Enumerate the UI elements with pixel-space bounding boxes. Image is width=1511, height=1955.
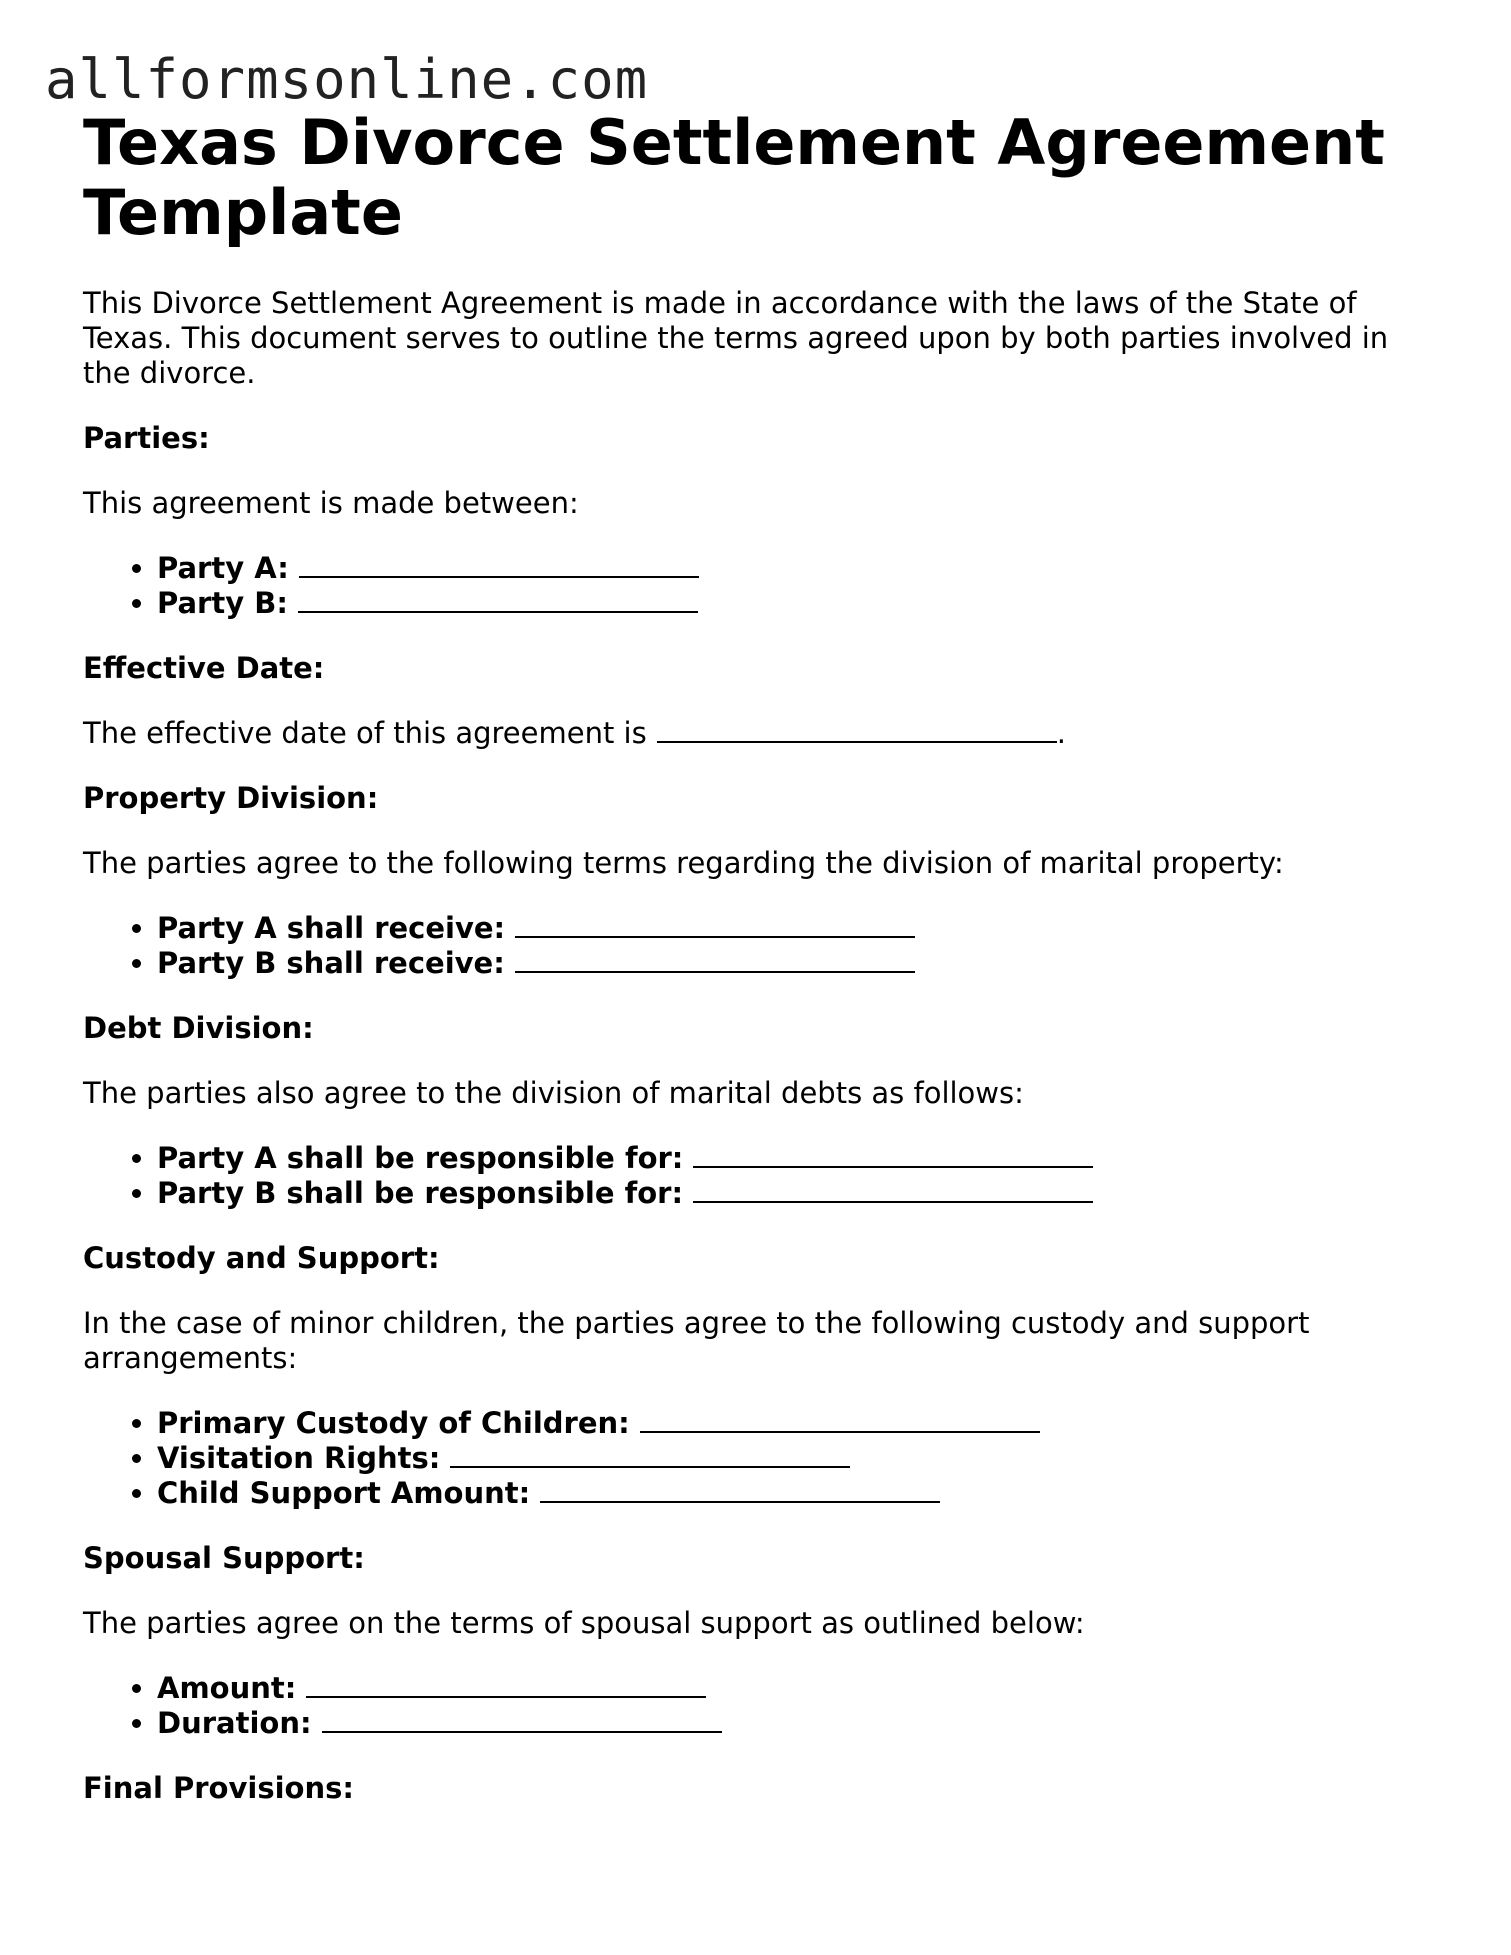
- spousal-text: The parties agree on the terms of spousal support as outlined below:: [83, 1606, 1085, 1640]
- final-provisions-heading: Final Provisions:: [83, 1771, 354, 1805]
- effective-date-text: [83, 716, 1423, 751]
- effective-date-label: The effective date of this agreement is: [83, 716, 647, 750]
- parties-heading: Parties:: [83, 421, 210, 455]
- custody-heading: Custody and Support:: [83, 1241, 440, 1275]
- document-body: [83, 108, 1423, 1806]
- spousal-duration-blank[interactable]: [322, 1706, 722, 1733]
- debt-text: The parties also agree to the division of marital debts as follows:: [83, 1076, 1024, 1110]
- list-item: [157, 946, 1423, 981]
- debt-heading: Debt Division:: [83, 1011, 314, 1045]
- visitation-label: Visitation Rights:: [157, 1441, 441, 1475]
- list-item: [157, 1141, 1423, 1176]
- list-item: [157, 911, 1423, 946]
- debt-b-label: Party B shall be responsible for:: [157, 1176, 684, 1210]
- child-support-blank[interactable]: [540, 1476, 940, 1503]
- party-a-label: Party A:: [157, 551, 289, 585]
- property-list: [83, 911, 1423, 981]
- spousal-heading: Spousal Support:: [83, 1541, 365, 1575]
- page-title: Texas Divorce Settlement Agreement Template: [83, 106, 1385, 249]
- intro-paragraph: This Divorce Settlement Agreement is made in accordance with the laws of the State of Texas. This document serves to outline the terms agreed upon by both parties involved in the divorce.: [83, 286, 1389, 390]
- visitation-blank[interactable]: [450, 1441, 850, 1468]
- party-a-blank[interactable]: [299, 551, 699, 578]
- property-text: The parties agree to the following terms regarding the division of marital property:: [83, 846, 1284, 880]
- effective-date-heading: Effective Date:: [83, 651, 325, 685]
- property-a-blank[interactable]: [515, 911, 915, 938]
- list-item: [157, 1671, 1423, 1706]
- primary-custody-blank[interactable]: [640, 1406, 1040, 1433]
- spousal-amount-blank[interactable]: [306, 1671, 706, 1698]
- party-b-label: Party B:: [157, 586, 288, 620]
- property-b-label: Party B shall receive:: [157, 946, 505, 980]
- parties-text: This agreement is made between:: [83, 486, 579, 520]
- party-b-blank[interactable]: [298, 586, 698, 613]
- list-item: [157, 551, 1423, 586]
- spousal-amount-label: Amount:: [157, 1671, 297, 1705]
- debt-list: [83, 1141, 1423, 1211]
- list-item: [157, 1441, 1423, 1476]
- list-item: [157, 1176, 1423, 1211]
- custody-text: In the case of minor children, the parties agree to the following custody and support arrangements:: [83, 1306, 1310, 1375]
- property-b-blank[interactable]: [515, 946, 915, 973]
- spousal-list: [83, 1671, 1423, 1741]
- list-item: [157, 1476, 1423, 1511]
- spousal-duration-label: Duration:: [157, 1706, 312, 1740]
- list-item: [157, 1706, 1423, 1741]
- effective-date-blank[interactable]: [657, 716, 1057, 743]
- debt-a-label: Party A shall be responsible for:: [157, 1141, 684, 1175]
- custody-list: [83, 1406, 1423, 1511]
- watermark: allformsonline.com: [45, 48, 649, 111]
- list-item: [157, 586, 1423, 621]
- parties-list: [83, 551, 1423, 621]
- primary-custody-label: Primary Custody of Children:: [157, 1406, 630, 1440]
- child-support-label: Child Support Amount:: [157, 1476, 531, 1510]
- debt-b-blank[interactable]: [693, 1176, 1093, 1203]
- list-item: [157, 1406, 1423, 1441]
- debt-a-blank[interactable]: [693, 1141, 1093, 1168]
- property-a-label: Party A shall receive:: [157, 911, 506, 945]
- effective-date-period: .: [1056, 716, 1066, 750]
- property-heading: Property Division:: [83, 781, 379, 815]
